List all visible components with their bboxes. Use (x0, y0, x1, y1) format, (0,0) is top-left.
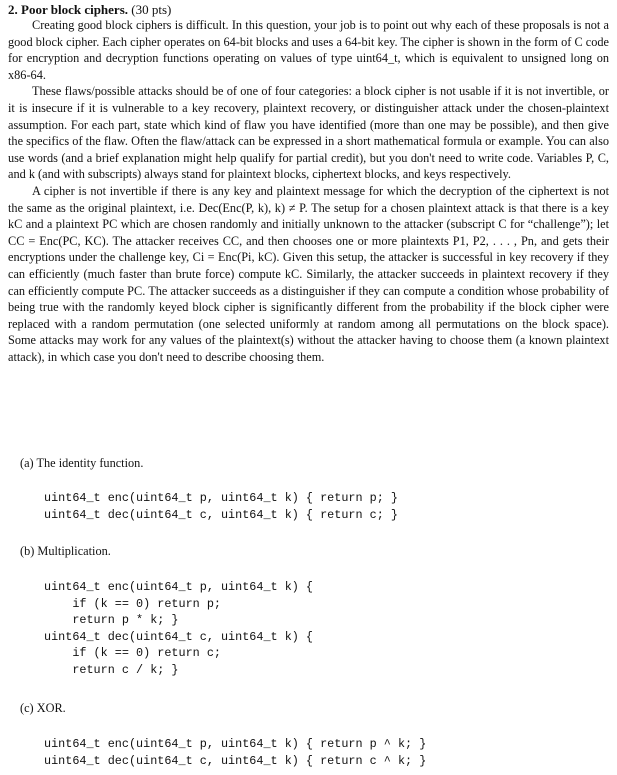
part-c-label: (c) XOR. (20, 701, 66, 715)
question-points: (30 pts) (131, 2, 172, 17)
definitions-paragraph: A cipher is not invertible if there is any key and plaintext message for which the decryption of the ciphertext is not the same as the original plaintext, i.e. Dec(Enc(P, k), k) ≠ P. The setup for a chosen plaintext attack is that there is a key kC and a plaintext PC which are chosen randomly and initially unknown to the attacker (subscript C for “challenge”); let CC = Enc(PC, KC). The attacker receives CC, and then chooses one or more plaintexts P1, P2, . . . , Pn, and gets their encryptions under the challenge key, Ci = Enc(Pi, kC). Given this setup, the attacker is successful in key recovery if they can efficiently (much faster than brute force) compute kC. Similarly, the attacker succeeds in plaintext recovery if they can efficiently compute PC. The attacker succeeds as a distinguisher if they can compute a condition whose probability of being true with the randomly keyed block cipher is significantly different from the probability if the block cipher were replaced with a random permutation (one selected uniformly at random among all permutations on the block space). Some attacks may work for any values of the plaintext(s) without the attacker having to choose them (a known plaintext attack), in which case you don't need to describe choosing them. (8, 183, 609, 364)
part-a-code-block (8, 490, 609, 523)
categories-paragraph: These flaws/possible attacks should be of one of four categories: a block cipher is not usable if it is not invertible, or it is insecure if it is vulnerable to a key recovery, plaintext recovery, or distinguisher attack under the chosen-plaintext assumption. For each part, state which kind of flaw you have identified (more than one may be possible), and then give the specifics of the flaw. Often the flaw/attack can be expressed in a short mathematical formula or example. You can also use words (and a brief explanation might help qualify for partial credit), but you don't need to write code. Variables P, C, and k (and with subscripts) always stand for plaintext blocks, ciphertext blocks, and keys respectively. (8, 84, 609, 182)
question-heading (8, 2, 609, 17)
document-page (8, 2, 609, 365)
part-a (8, 455, 609, 471)
part-a-label: (a) The identity function. (20, 456, 144, 470)
question-number: 2. (8, 2, 18, 17)
part-b (8, 543, 609, 559)
part-b-label: (b) Multiplication. (20, 544, 111, 558)
part-b-code-block (8, 579, 609, 679)
part-c-code: uint64_t enc(uint64_t p, uint64_t k) { return p ^ k; } uint64_t dec(uint64_t c, uint64_t k) { return c ^ k; } (44, 737, 427, 768)
question-title: Poor block ciphers. (21, 2, 129, 17)
part-a-code: uint64_t enc(uint64_t p, uint64_t k) { return p; } uint64_t dec(uint64_t c, uint64_t k) { return c; } (44, 491, 398, 522)
part-b-code: uint64_t enc(uint64_t p, uint64_t k) { if (k == 0) return p; return p * k; } uint64_t dec(uint64_t c, uint64_t k) { if (k == 0) return c; return c / k; } (44, 580, 314, 677)
part-c (8, 700, 609, 716)
part-c-code-block (8, 736, 609, 769)
intro-paragraph: Creating good block ciphers is difficult. In this question, your job is to point out why each of these proposals is not a good block cipher. Each cipher operates on 64-bit blocks and uses a 64-bit key. The cipher is shown in the form of C code for encryption and decryption functions operating on values of type uint64_t, which is equivalent to unsigned long on x86-64. (8, 18, 609, 82)
